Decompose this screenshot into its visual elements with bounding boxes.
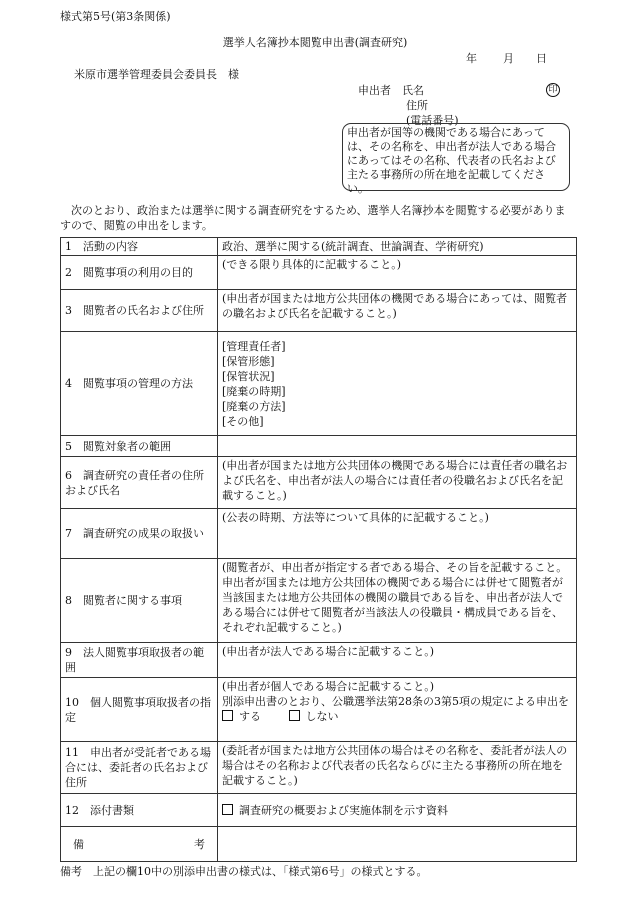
- checkbox-attachment[interactable]: [222, 804, 233, 815]
- seal-mark: 印: [546, 83, 560, 97]
- row-label: 2 閲覧事項の利用の目的: [61, 256, 218, 290]
- row-label: 9 法人閲覧事項取扱者の範囲: [61, 643, 218, 678]
- option-no[interactable]: [289, 709, 339, 724]
- row-target-range: [61, 436, 577, 457]
- row-value: [218, 332, 577, 436]
- row-label: 6 調査研究の責任者の住所および氏名: [61, 457, 218, 509]
- row-viewer-matters: [61, 559, 577, 643]
- application-form-table: [60, 237, 577, 862]
- row-research-results: [61, 509, 577, 559]
- management-item: [廃棄の方法]: [222, 399, 286, 413]
- date-line: [466, 52, 547, 66]
- row-value: (委託者が国または地方公共団体の場合はその名称を、委託者が法人の場合はその名称および代表者の氏名ならびに主たる事務所の所在地を記載すること。): [218, 742, 577, 794]
- management-item: [保管状況]: [222, 369, 275, 383]
- row-remarks: [61, 827, 577, 862]
- row-value: 政治、選挙に関する(統計調査、世論調査、学術研究): [218, 238, 577, 256]
- date-day-label: 日: [536, 52, 547, 65]
- applicant-address-label: 住所: [406, 99, 428, 112]
- row-value: (公表の時期、方法等について具体的に記載すること。): [218, 509, 577, 559]
- row-attachments: [61, 794, 577, 827]
- date-year-label: 年: [466, 52, 477, 65]
- row-value-note: (申出者が個人である場合に記載すること。): [222, 680, 435, 693]
- row-value: [218, 794, 577, 827]
- management-item: [その他]: [222, 414, 264, 428]
- row-research-responsible: [61, 457, 577, 509]
- row-label: 7 調査研究の成果の取扱い: [61, 509, 218, 559]
- option-yes[interactable]: [222, 709, 261, 724]
- row-corporate-handler: [61, 643, 577, 678]
- addressee: 米原市選挙管理委員会委員長 様: [74, 68, 239, 81]
- footer-note: 備考 上記の欄10中の別添申出書の様式は、「様式第6号」の様式とする。: [60, 865, 428, 878]
- row-label: 3 閲覧者の氏名および住所: [61, 290, 218, 332]
- checkbox-yes[interactable]: [222, 710, 233, 721]
- applicant-name-label: 氏名: [402, 84, 424, 97]
- applicant-label: 申出者: [358, 84, 391, 97]
- management-item: [保管形態]: [222, 354, 275, 368]
- row-label: 4 閲覧事項の管理の方法: [61, 332, 218, 436]
- row-value: [218, 436, 577, 457]
- row-viewer-name: [61, 290, 577, 332]
- applicant-phone-label: (電話番号): [406, 114, 459, 127]
- applicant-note-box: 申出者が国等の機関である場合にあっては、その名称を、申出者が法人である場合にあってはその名称、代表者の氏名および主たる事務所の所在地を記載してください。: [342, 123, 570, 191]
- row-value-text: 別添申出書のとおり、公職選挙法第28条の3第5項の規定による申出を: [222, 695, 569, 708]
- row-label: 12 添付書類: [61, 794, 218, 827]
- row-label: 11 申出者が受託者である場合には、委託者の氏名および住所: [61, 742, 218, 794]
- row-activity: [61, 238, 577, 256]
- row-value: (申出者が国または地方公共団体の機関である場合にあっては、閲覧者の職名および氏名を記載すること。): [218, 290, 577, 332]
- row-value: [218, 827, 577, 862]
- row-value: (申出者が法人である場合に記載すること。): [218, 643, 577, 678]
- document-title: 選挙人名簿抄本閲覧申出書(調査研究): [222, 36, 408, 49]
- row-label: 1 活動の内容: [61, 238, 218, 256]
- remarks-label-right: 考: [194, 837, 205, 851]
- row-purpose: [61, 256, 577, 290]
- management-items: [222, 339, 572, 429]
- row-value: (閲覧者が、申出者が指定する者である場合、その旨を記載すること。申出者が国または地方公共団体の機関である場合には併せて閲覧者が当該国または地方公共団体の機関の職員である旨を、申出者が法人である場合には併せて閲覧者が当該法人の役職員・構成員である旨を、それぞれ記載すること。): [218, 559, 577, 643]
- attachment-label: 調査研究の概要および実施体制を示す資料: [239, 803, 448, 817]
- intro-paragraph: 次のとおり、政治または選挙に関する調査研究をするため、選挙人名簿抄本を閲覧する必要がありますので、閲覧の申出をします。: [60, 204, 566, 232]
- row-label: 10 個人閲覧事項取扱者の指定: [61, 678, 218, 742]
- row-consignor: [61, 742, 577, 794]
- remarks-label-left: 備: [73, 837, 84, 851]
- date-month-label: 月: [503, 52, 514, 65]
- checkbox-no[interactable]: [289, 710, 300, 721]
- option-yes-label: する: [239, 710, 261, 723]
- row-label: [61, 827, 218, 862]
- management-item: [廃棄の時期]: [222, 384, 286, 398]
- management-item: [管理責任者]: [222, 339, 286, 353]
- yes-no-options: [222, 709, 572, 724]
- option-no-label: しない: [305, 710, 339, 723]
- row-management-method: [61, 332, 577, 436]
- row-value: (申出者が国または地方公共団体の機関である場合には責任者の職名および氏名を、申出者が法人の場合には責任者の役職名および氏名を記載すること。): [218, 457, 577, 509]
- row-label: 8 閲覧者に関する事項: [61, 559, 218, 643]
- row-individual-handler: [61, 678, 577, 742]
- form-number: 様式第5号(第3条関係): [60, 10, 171, 23]
- row-value: [218, 678, 577, 742]
- row-label: 5 閲覧対象者の範囲: [61, 436, 218, 457]
- row-value: (できる限り具体的に記載すること。): [218, 256, 577, 290]
